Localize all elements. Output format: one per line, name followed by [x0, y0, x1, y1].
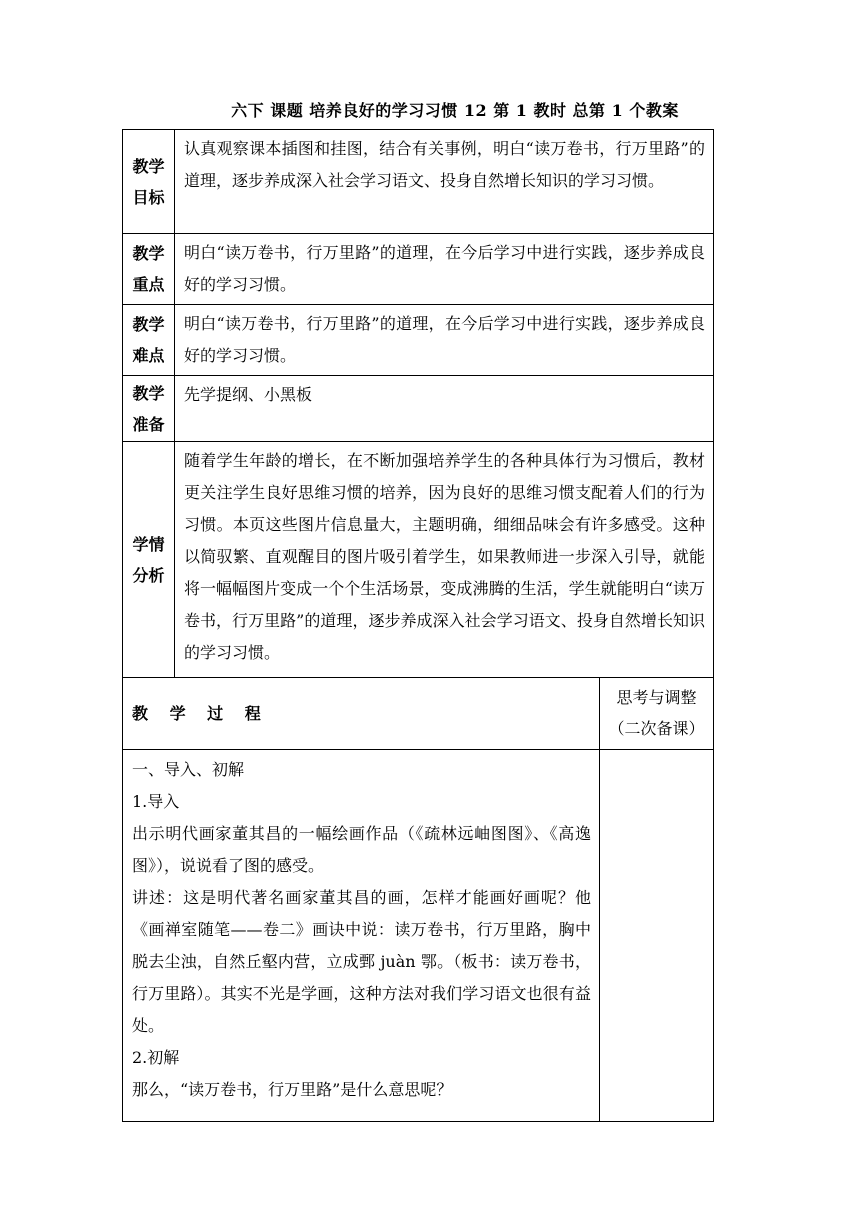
process-header: 教 学 过 程	[123, 678, 600, 750]
process-body	[123, 750, 600, 1122]
row-label-preparation: 教学 准备	[123, 376, 175, 442]
process-line: 那么，“读万卷书，行万里路”是什么意思呢？	[132, 1080, 453, 1099]
process-line: 讲述：这是明代著名画家董其昌的画，怎样才能画好画呢？他《画禅室随笔——卷二》画诀中说：读万卷书，行万里路，胸中脱去尘浊，自然丘壑内营，立成鄄 juàn 鄂。（板书：读万卷书，行万里路）。其实不光是学画，这种方法对我们学习语文也很有益处。	[132, 888, 591, 1035]
table-row-preparation	[123, 376, 714, 442]
row-label-difficulty: 教学 难点	[123, 305, 175, 376]
table-row-process-header	[123, 678, 714, 750]
page-title: 六下 课题 培养良好的学习习惯 12 第 1 教时 总第 1 个教案	[231, 101, 679, 120]
row-content-difficulty: 明白“读万卷书，行万里路”的道理，在今后学习中进行实践，逐步养成良好的学习习惯。	[175, 305, 714, 376]
row-label-objective: 教学 目标	[123, 130, 175, 234]
process-line: 一、导入、初解	[132, 760, 245, 779]
table-row-key-point	[123, 234, 714, 305]
lesson-plan-table	[122, 129, 714, 1122]
row-content-objective: 认真观察课本插图和挂图，结合有关事例，明白“读万卷书，行万里路”的道理，逐步养成深入社会学习语文、投身自然增长知识的学习习惯。	[175, 130, 714, 234]
row-label-key-point: 教学 重点	[123, 234, 175, 305]
row-content-key-point: 明白“读万卷书，行万里路”的道理，在今后学习中进行实践，逐步养成良好的学习习惯。	[175, 234, 714, 305]
row-content-analysis: 随着学生年龄的增长，在不断加强培养学生的各种具体行为习惯后，教材更关注学生良好思维习惯的培养，因为良好的思维习惯支配着人们的行为习惯。本页这些图片信息量大，主题明确，细细品味会有许多感受。这种以简驭繁、直观醒目的图片吸引着学生，如果教师进一步深入引导，就能将一幅幅图片变成一个个生活场景，变成沸腾的生活，学生就能明白“读万卷书，行万里路”的道理，逐步养成深入社会学习语文、投身自然增长知识的学习习惯。	[175, 442, 714, 678]
table-row-difficulty	[123, 305, 714, 376]
row-content-preparation: 先学提纲、小黑板	[175, 376, 714, 442]
process-line: 1.导入	[132, 792, 180, 811]
row-label-analysis: 学情 分析	[123, 442, 175, 678]
process-line: 2.初解	[132, 1048, 180, 1067]
table-row-process-body	[123, 750, 714, 1122]
table-row-analysis	[123, 442, 714, 678]
table-row-objective	[123, 130, 714, 234]
notes-column	[600, 750, 714, 1122]
process-line: 出示明代画家董其昌的一幅绘画作品（《疏林远岫图图》、《高逸图》），说说看了图的感受。	[132, 824, 591, 875]
notes-header: 思考与调整 （二次备课）	[600, 678, 714, 750]
